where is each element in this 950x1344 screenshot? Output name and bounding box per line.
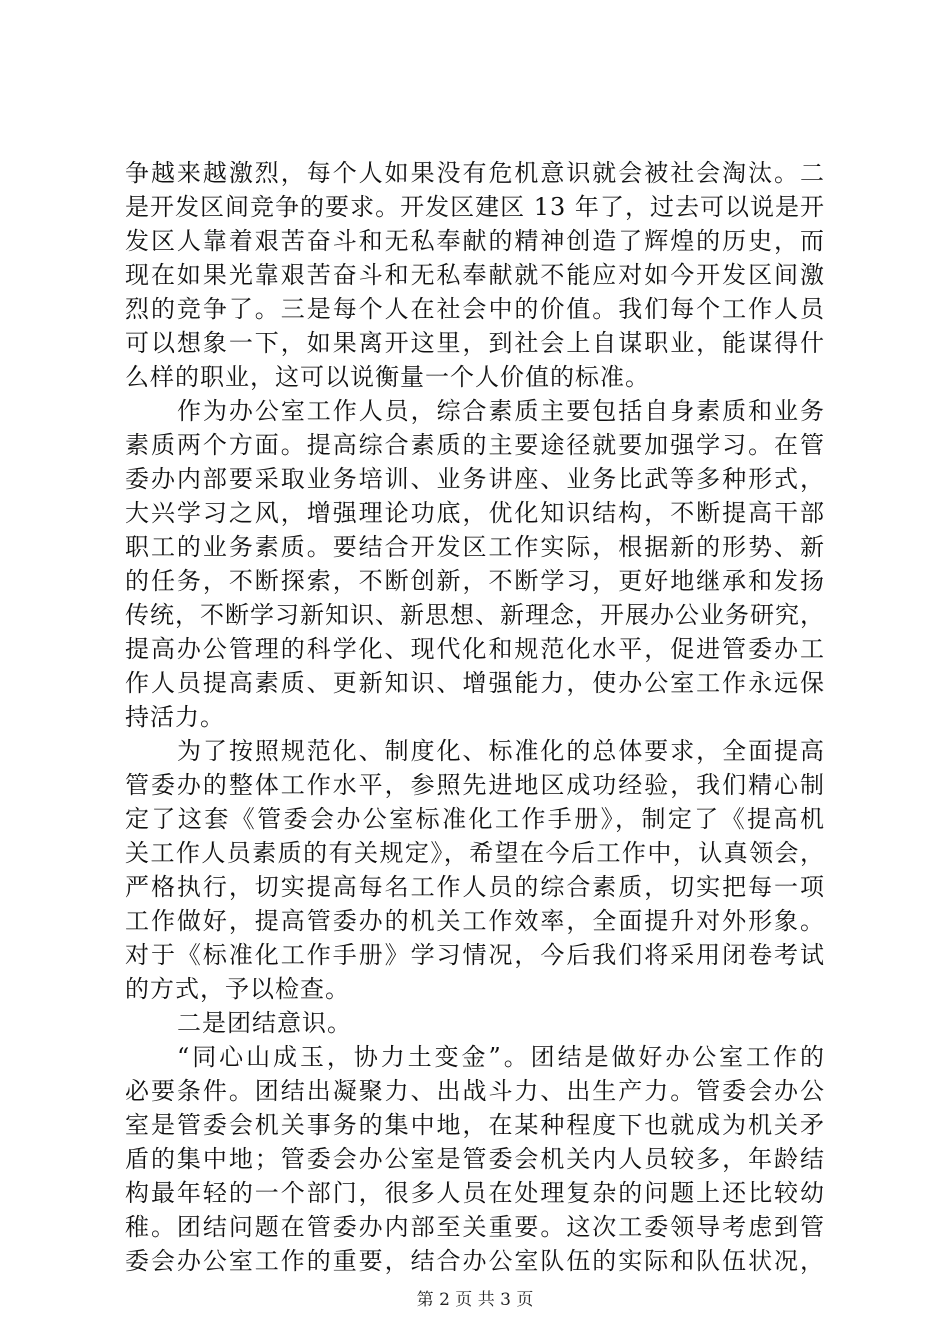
text-line: 委会办公室工作的重要，结合办公室队伍的实际和队伍状况， — [125, 1247, 825, 1275]
text-line: 是开发区间竞争的要求。开发区建区 13 年了，过去可以说是开 — [125, 193, 825, 221]
text-line: 为了按照规范化、制度化、标准化的总体要求，全面提高 — [177, 737, 825, 765]
text-line: 烈的竞争了。三是每个人在社会中的价值。我们每个工作人员 — [125, 295, 825, 323]
text-line: 的方式，予以检查。 — [125, 975, 350, 1003]
text-line: 作人员提高素质、更新知识、增强能力，使办公室工作永远保 — [125, 669, 825, 697]
text-line: 工作做好，提高管委办的机关工作效率，全面提升对外形象。 — [125, 907, 825, 935]
text-line: 现在如果光靠艰苦奋斗和无私奉献就不能应对如今开发区间激 — [125, 261, 825, 289]
body-text — [125, 156, 825, 1278]
text-line: 盾的集中地；管委会办公室是管委会机关内人员较多，年龄结 — [125, 1145, 825, 1173]
text-line: “同心山成玉，协力土变金”。团结是做好办公室工作的 — [177, 1043, 825, 1071]
section-heading: 二是团结意识。 — [177, 1009, 352, 1037]
text-line: 大兴学习之风，增强理论功底，优化知识结构，不断提高干部 — [125, 499, 825, 527]
text-line: 构最年轻的一个部门，很多人员在处理复杂的问题上还比较幼 — [125, 1179, 825, 1207]
text-line: 争越来越激烈，每个人如果没有危机意识就会被社会淘汰。二 — [125, 159, 825, 187]
page-number-footer: 第 2 页 共 3 页 — [416, 1290, 534, 1310]
text-line: 作为办公室工作人员，综合素质主要包括自身素质和业务 — [177, 397, 825, 425]
text-line: 的任务，不断探索，不断创新，不断学习，更好地继承和发扬 — [125, 567, 825, 595]
text-line: 严格执行，切实提高每名工作人员的综合素质，切实把每一项 — [125, 873, 825, 901]
text-line: 关工作人员素质的有关规定》，希望在今后工作中，认真领会， — [125, 839, 825, 867]
text-line: 职工的业务素质。要结合开发区工作实际，根据新的形势、新 — [125, 533, 825, 561]
text-line: 持活力。 — [125, 703, 225, 731]
text-line: 稚。团结问题在管委办内部至关重要。这次工委领导考虑到管 — [125, 1213, 825, 1241]
text-line: 传统，不断学习新知识、新思想、新理念，开展办公业务研究， — [125, 601, 825, 629]
text-line: 发区人靠着艰苦奋斗和无私奉献的精神创造了辉煌的历史，而 — [125, 227, 825, 255]
text-line: 必要条件。团结出凝聚力、出战斗力、出生产力。管委会办公 — [125, 1077, 825, 1105]
text-line: 对于《标准化工作手册》学习情况，今后我们将采用闭卷考试 — [125, 941, 825, 969]
text-line: 定了这套《管委会办公室标准化工作手册》，制定了《提高机 — [125, 805, 825, 833]
text-line: 管委办的整体工作水平，参照先进地区成功经验，我们精心制 — [125, 771, 825, 799]
text-line: 素质两个方面。提高综合素质的主要途径就要加强学习。在管 — [125, 431, 825, 459]
text-line: 委办内部要采取业务培训、业务讲座、业务比武等多种形式， — [125, 465, 825, 493]
text-line: 提高办公管理的科学化、现代化和规范化水平，促进管委办工 — [125, 635, 825, 663]
text-line: 室是管委会机关事务的集中地，在某种程度下也就成为机关矛 — [125, 1111, 825, 1139]
text-line: 可以想象一下，如果离开这里，到社会上自谋职业，能谋得什 — [125, 329, 825, 357]
text-line: 么样的职业，这可以说衡量一个人价值的标准。 — [125, 363, 650, 391]
